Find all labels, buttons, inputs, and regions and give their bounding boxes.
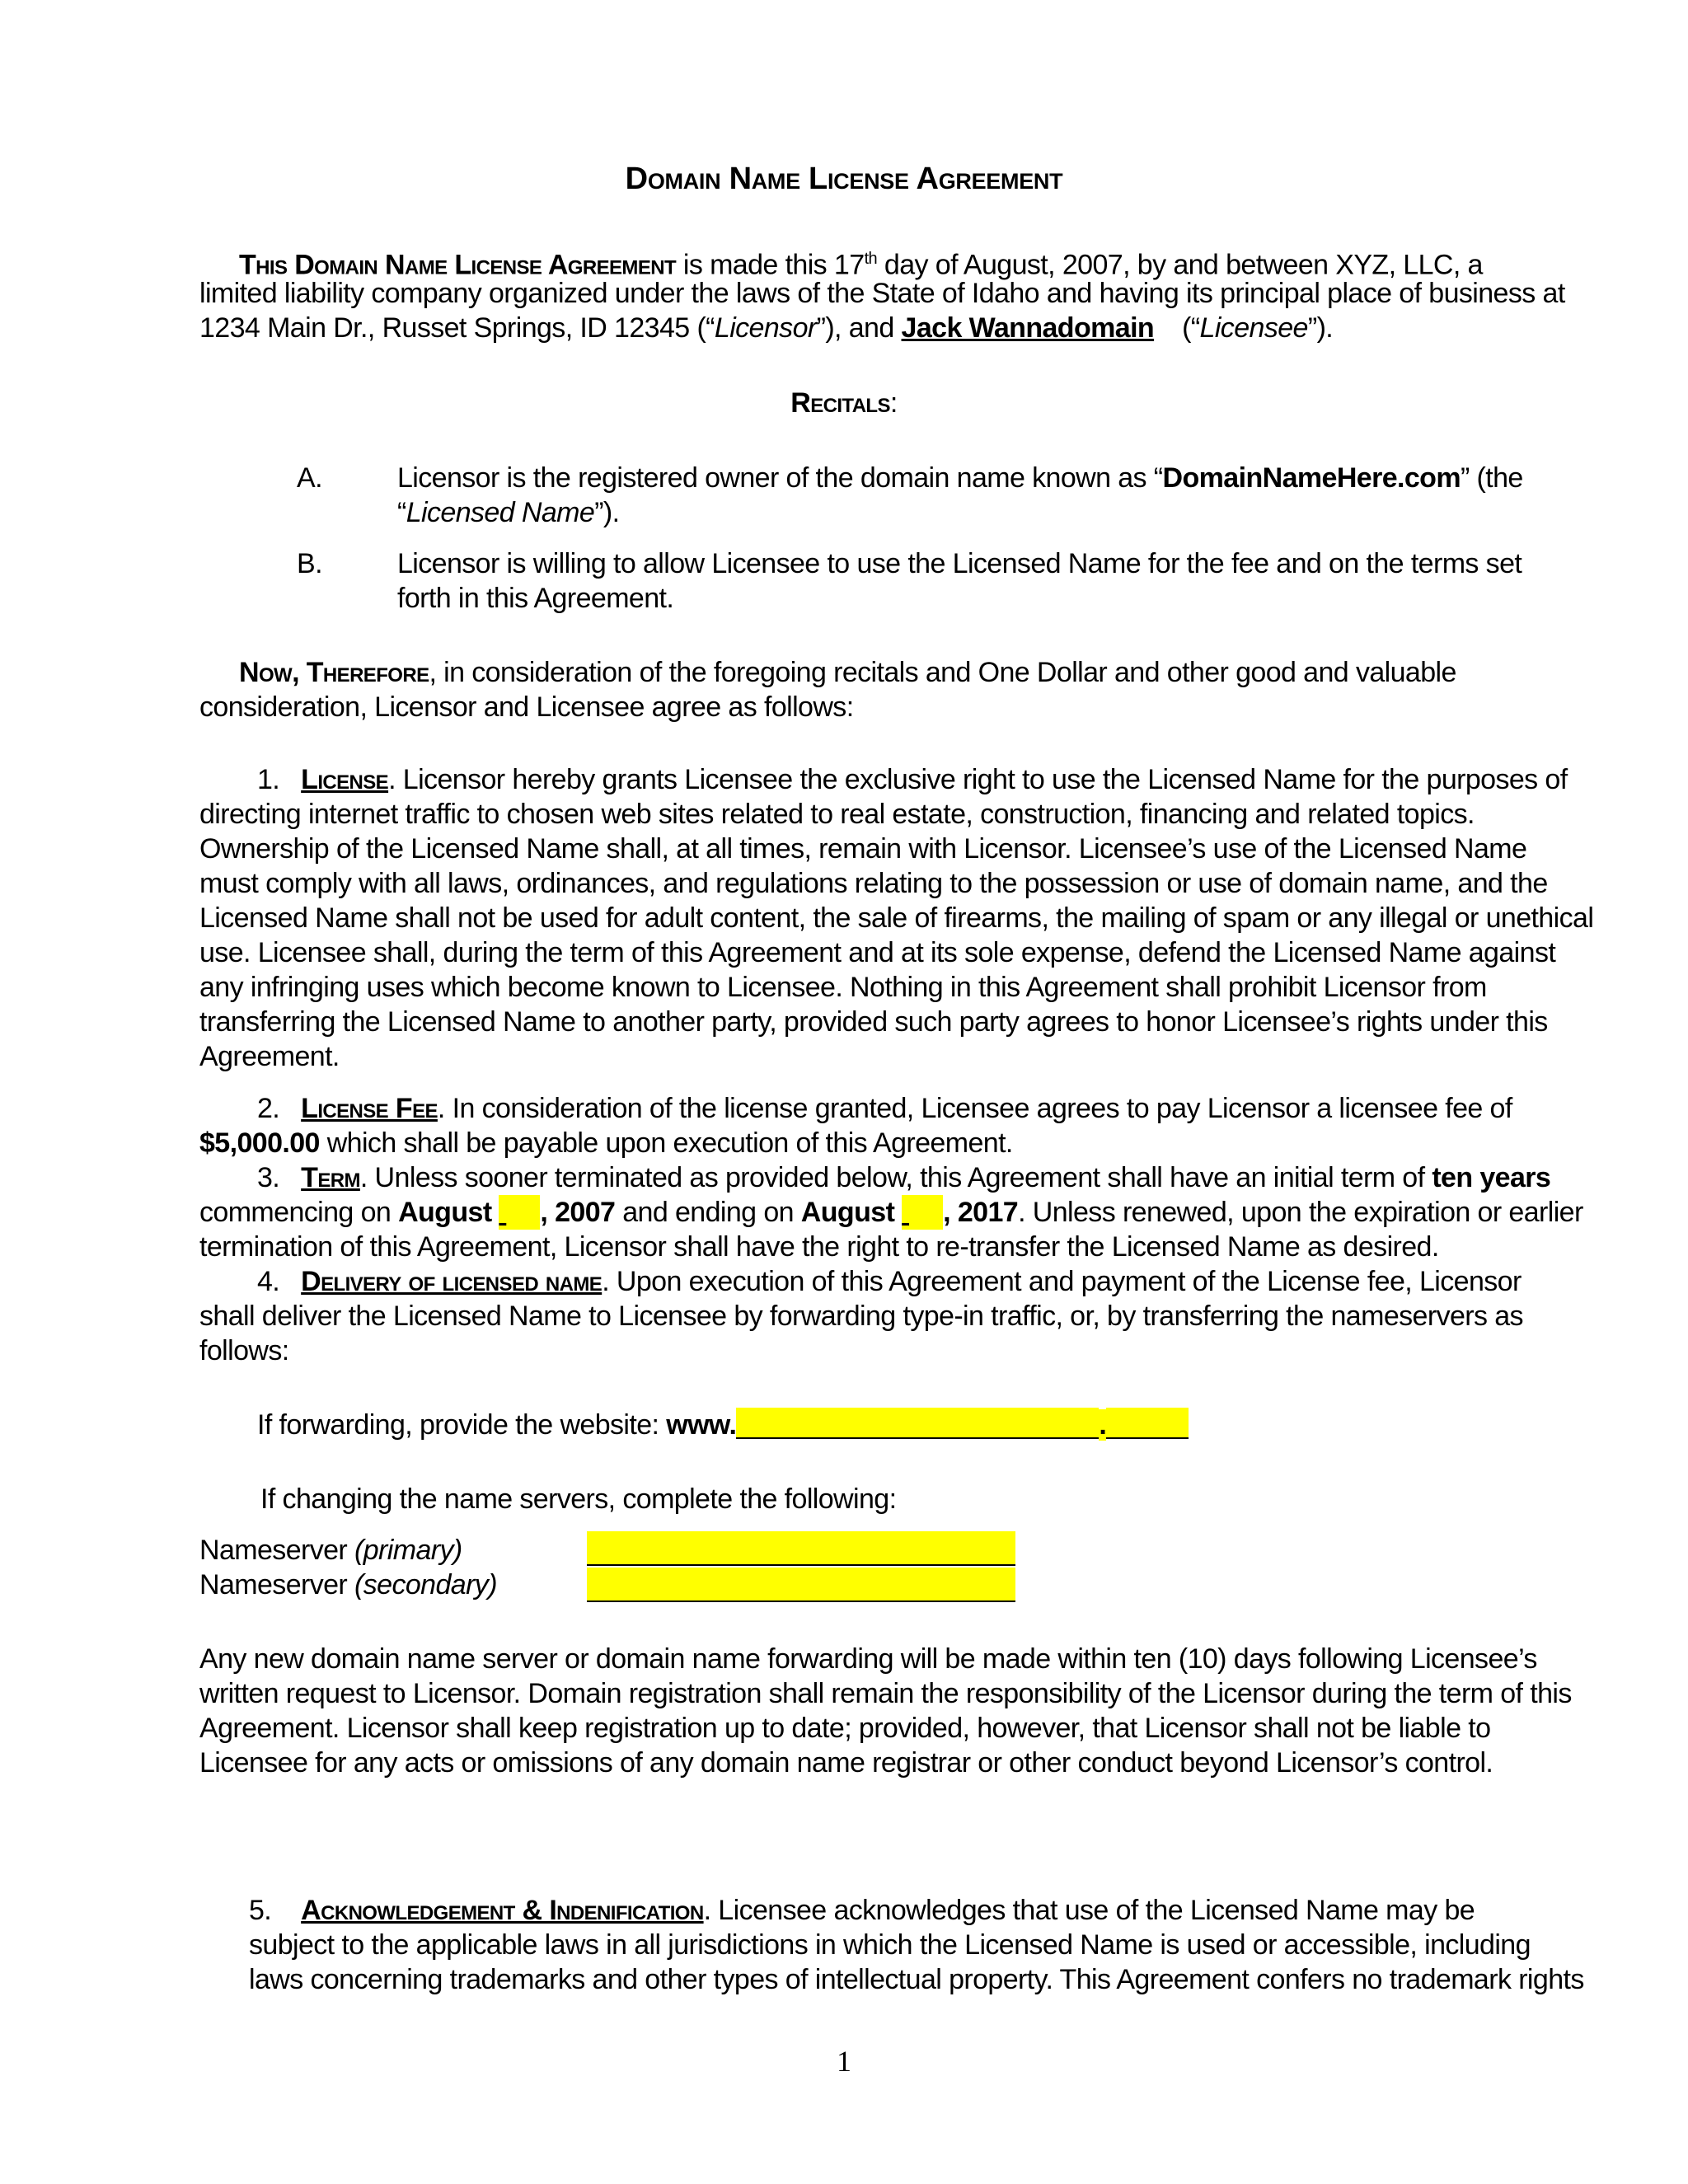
section-1-line: transferring the Licensed Name to another party, provided such party agrees to honor Licensee’s rights under this	[199, 1006, 1548, 1038]
nameserver-secondary-label: Nameserver (secondary)	[199, 1569, 497, 1601]
section-2-line-2: $5,000.00 which shall be payable upon execution of this Agreement.	[199, 1127, 1013, 1159]
section-1-line: directing internet traffic to chosen web sites related to real estate, construction, financing and related topics.	[199, 799, 1475, 830]
section-1-line: use. Licensee shall, during the term of this Agreement and at its sole expense, defend the Licensed Name against	[199, 937, 1556, 968]
recital-b-line-1: Licensor is willing to allow Licensee to use the Licensed Name for the fee and on the terms set	[397, 548, 1522, 579]
forwarding-website-field[interactable]	[736, 1408, 1099, 1439]
recital-a-line-2: “Licensed Name”).	[397, 497, 620, 528]
section-3-line-1: 3. Term. Unless sooner terminated as provided below, this Agreement shall have an initial term of ten years	[257, 1162, 1551, 1193]
section-1-line-1: 1. License. Licensor hereby grants Licensee the exclusive right to use the Licensed Name for the purposes of	[257, 764, 1568, 795]
delivery-closing-line: Licensee for any acts or omissions of any domain name registrar or other conduct beyond Licensor’s control.	[199, 1747, 1493, 1779]
document-title: Domain Name License Agreement	[625, 162, 1063, 196]
section-2-heading: License Fee	[301, 1093, 438, 1124]
intro-line-3: 1234 Main Dr., Russet Springs, ID 12345 (“Licensor”), and Jack Wannadomain (“Licensee”).	[199, 312, 1334, 344]
start-day-blank[interactable]	[499, 1195, 540, 1230]
intro-line-1: This Domain Name License Agreement is made this 17th day of August, 2007, by and between XYZ, LLC, a	[239, 249, 1483, 281]
page-number: 1	[837, 2045, 851, 2078]
section-5-line-2: subject to the applicable laws in all jurisdictions in which the Licensed Name is used or accessible, including	[249, 1929, 1531, 1961]
section-4-line-2: shall deliver the Licensed Name to Licensee by forwarding type-in traffic, or, by transferring the nameservers as	[199, 1301, 1523, 1332]
section-1-line: any infringing uses which become known to Licensee. Nothing in this Agreement shall prohibit Licensor from	[199, 972, 1487, 1003]
domain-name: DomainNameHere.com	[1162, 462, 1461, 494]
now-therefore-line-2: consideration, Licensor and Licensee agree as follows:	[199, 691, 854, 723]
recital-a-line-1: Licensor is the registered owner of the domain name known as “DomainNameHere.com” (the	[397, 462, 1523, 494]
licensee-name: Jack Wannadomain	[901, 312, 1155, 344]
delivery-closing-line: Agreement. Licensor shall keep registration up to date; provided, however, that Licensor shall not be liable to	[199, 1713, 1491, 1744]
delivery-closing-line: written request to Licensor. Domain registration shall remain the responsibility of the Licensor during the term of this	[199, 1678, 1572, 1709]
section-3-line-3: termination of this Agreement, Licensor shall have the right to re-transfer the Licensed Name as desired.	[199, 1231, 1439, 1263]
term-length: ten years	[1432, 1162, 1551, 1193]
forwarding-line: If forwarding, provide the website: www. .	[257, 1408, 1189, 1442]
intro-lead: This Domain Name License Agreement	[239, 249, 677, 281]
section-3-heading: Term	[301, 1162, 360, 1193]
section-1-line: must comply with all laws, ordinances, and regulations relating to the possession or use of domain name, and the	[199, 868, 1548, 899]
recital-b-line-2: forth in this Agreement.	[397, 583, 674, 614]
section-5-heading: Acknowledgement & Indenification	[301, 1895, 704, 1926]
recital-b-letter: B.	[297, 548, 322, 579]
delivery-closing-line: Any new domain name server or domain name forwarding will be made within ten (10) days following Licensee’s	[199, 1643, 1537, 1675]
recitals-heading: Recitals:	[790, 387, 898, 419]
end-day-blank[interactable]	[902, 1195, 943, 1230]
section-1-line: Agreement.	[199, 1041, 340, 1072]
section-1-line: Licensed Name shall not be used for adult content, the sale of firearms, the mailing of spam or any illegal or unethical	[199, 902, 1594, 934]
nameserver-intro: If changing the name servers, complete the following:	[260, 1483, 897, 1515]
nameserver-primary-field[interactable]	[587, 1531, 1015, 1566]
section-5-line-3: laws concerning trademarks and other types of intellectual property. This Agreement confers no trademark rights	[249, 1964, 1584, 1995]
section-1-heading: License	[301, 764, 389, 795]
nameserver-secondary-field[interactable]	[587, 1568, 1015, 1602]
nameserver-primary-label: Nameserver (primary)	[199, 1535, 462, 1566]
now-therefore-line-1: Now, Therefore, in consideration of the foregoing recitals and One Dollar and other good and valuable	[239, 657, 1456, 688]
recital-a-letter: A.	[297, 462, 322, 494]
forwarding-tld-field[interactable]	[1106, 1408, 1189, 1439]
section-4-line-3: follows:	[199, 1335, 289, 1366]
intro-line-2: limited liability company organized under the laws of the State of Idaho and having its principal place of business at	[199, 278, 1565, 309]
section-2-line-1: 2. License Fee. In consideration of the license granted, Licensee agrees to pay Licensor a licensee fee of	[257, 1093, 1512, 1124]
section-4-heading: Delivery of licensed name	[301, 1266, 603, 1297]
license-fee-amount: $5,000.00	[199, 1127, 320, 1159]
section-3-line-2: commencing on August , 2007 and ending on August , 2017. Unless renewed, upon the expiration or earlier	[199, 1197, 1583, 1228]
section-1-line: Ownership of the Licensed Name shall, at all times, remain with Licensor. Licensee’s use of the Licensed Name	[199, 833, 1527, 865]
section-4-line-1: 4. Delivery of licensed name. Upon execution of this Agreement and payment of the License fee, Licensor	[257, 1266, 1522, 1297]
section-5-line-1: 5. Acknowledgement & Indenification. Licensee acknowledges that use of the Licensed Name may be	[249, 1895, 1475, 1926]
